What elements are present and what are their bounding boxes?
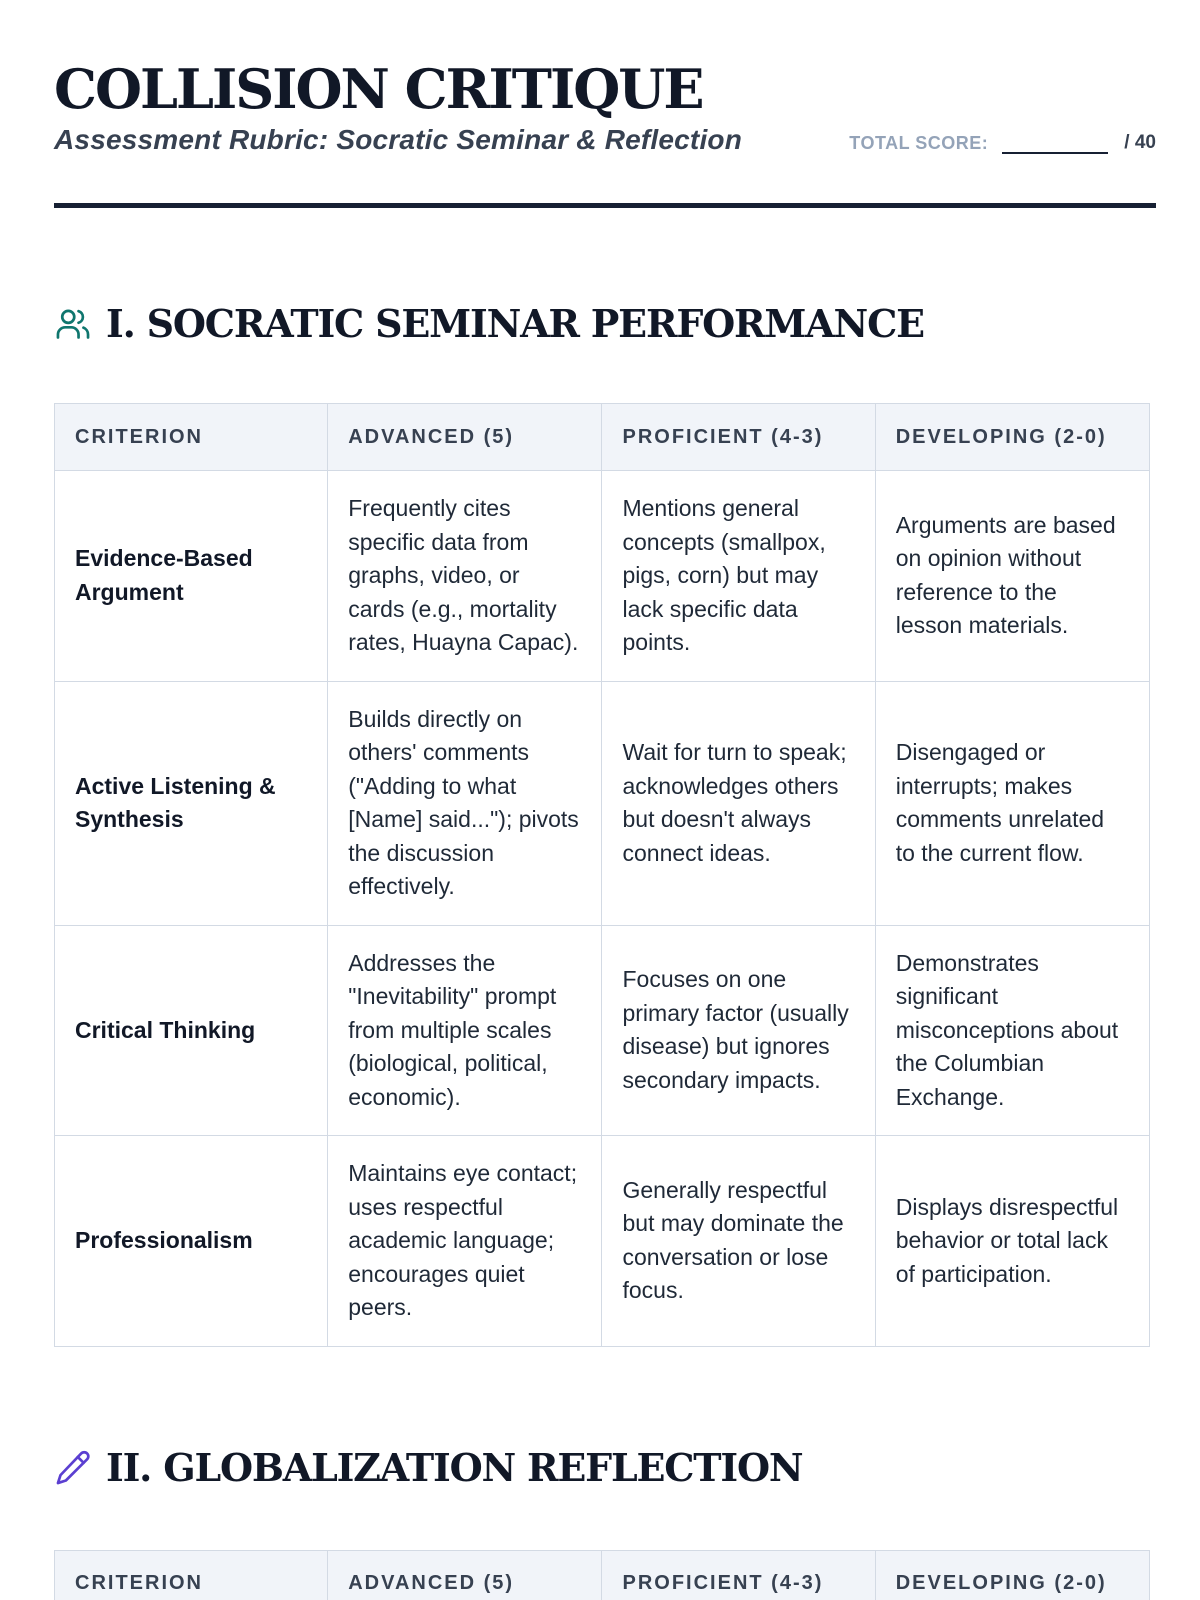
- table-row: [55, 681, 1150, 925]
- total-score-label: TOTAL SCORE:: [849, 133, 989, 153]
- proficient-cell: Generally respectful but may dominate the conversation or lose focus.: [602, 1136, 875, 1347]
- total-score-max: / 40: [1124, 132, 1156, 153]
- column-header: CRITERION: [55, 404, 328, 471]
- section-2-heading: [54, 1415, 1156, 1522]
- table-header-row: [55, 404, 1150, 471]
- criterion-cell: Professionalism: [55, 1136, 328, 1347]
- proficient-cell: Focuses on one primary factor (usually disease) but ignores secondary impacts.: [602, 925, 875, 1136]
- total-score-blank[interactable]: [1002, 126, 1108, 154]
- section-2-title: II. GLOBALIZATION REFLECTION: [106, 1445, 803, 1491]
- proficient-cell: Mentions general concepts (smallpox, pigs, corn) but may lack specific data points.: [602, 471, 875, 682]
- criterion-cell: Critical Thinking: [55, 925, 328, 1136]
- section-1-heading: [54, 270, 1156, 377]
- total-score: [849, 126, 1156, 154]
- reflection-rubric-table: [54, 1550, 1150, 1600]
- pencil-icon: [54, 1449, 92, 1487]
- developing-cell: Disengaged or interrupts; makes comments unrelated to the current flow.: [875, 681, 1149, 925]
- seminar-rubric-table: [54, 403, 1150, 1347]
- table-row: [55, 471, 1150, 682]
- developing-cell: Displays disrespectful behavior or total lack of participation.: [875, 1136, 1149, 1347]
- advanced-cell: Addresses the "Inevitability" prompt from multiple scales (biological, political, economic).: [328, 925, 602, 1136]
- section-1-title: I. SOCRATIC SEMINAR PERFORMANCE: [106, 300, 924, 346]
- table-header-row: [55, 1550, 1150, 1600]
- column-header: PROFICIENT (4-3): [602, 404, 875, 471]
- advanced-cell: Builds directly on others' comments ("Adding to what [Name] said..."); pivots the discussion effectively.: [328, 681, 602, 925]
- column-header: ADVANCED (5): [328, 404, 602, 471]
- table-row: [55, 1136, 1150, 1347]
- column-header: ADVANCED (5): [328, 1550, 602, 1600]
- column-header: CRITERION: [55, 1550, 328, 1600]
- document-subtitle: Assessment Rubric: Socratic Seminar & Reflection: [54, 124, 743, 155]
- column-header: DEVELOPING (2-0): [875, 1550, 1149, 1600]
- column-header: DEVELOPING (2-0): [875, 404, 1149, 471]
- proficient-cell: Wait for turn to speak; acknowledges others but doesn't always connect ideas.: [602, 681, 875, 925]
- table-row: [55, 925, 1150, 1136]
- developing-cell: Arguments are based on opinion without reference to the lesson materials.: [875, 471, 1149, 682]
- criterion-cell: Active Listening & Synthesis: [55, 681, 328, 925]
- advanced-cell: Maintains eye contact; uses respectful academic language; encourages quiet peers.: [328, 1136, 602, 1347]
- developing-cell: Demonstrates significant misconceptions about the Columbian Exchange.: [875, 925, 1149, 1136]
- criterion-cell: Evidence-Based Argument: [55, 471, 328, 682]
- document-title: COLLISION CRITIQUE: [54, 57, 703, 121]
- document-header: [54, 0, 1156, 208]
- column-header: PROFICIENT (4-3): [602, 1550, 875, 1600]
- advanced-cell: Frequently cites specific data from graphs, video, or cards (e.g., mortality rates, Huayna Capac).: [328, 471, 602, 682]
- users-icon: [54, 305, 92, 343]
